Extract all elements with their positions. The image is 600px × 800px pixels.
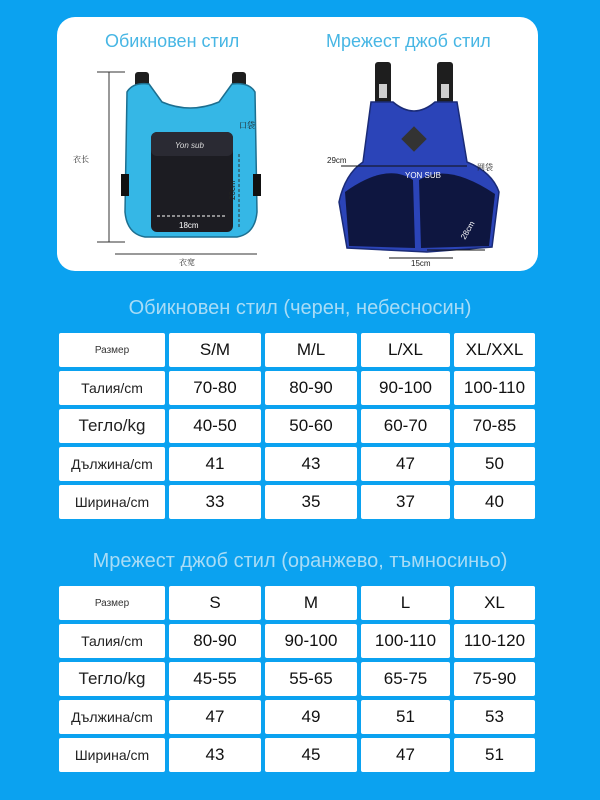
row-label-teglo: Тегло/kg bbox=[59, 662, 165, 696]
table-cell: 100-110 bbox=[454, 371, 535, 405]
table-cell: 43 bbox=[169, 738, 261, 772]
size-header-label: Размер bbox=[59, 333, 165, 367]
table-cell: 47 bbox=[361, 738, 450, 772]
table-cell: 35 bbox=[265, 485, 357, 519]
table-cell: 75-90 bbox=[454, 662, 535, 696]
size-header-cell: S/M bbox=[169, 333, 261, 367]
table-cell: 110-120 bbox=[454, 624, 535, 658]
bottom-width-label: 15cm bbox=[411, 259, 431, 267]
chest-width-label: 29cm bbox=[327, 156, 347, 165]
table-cell: 70-85 bbox=[454, 409, 535, 443]
row-label-duljina: Дължина/cm bbox=[59, 700, 165, 734]
size-header-cell: S bbox=[169, 586, 261, 620]
size-header-cell: M bbox=[265, 586, 357, 620]
table-cell: 43 bbox=[265, 447, 357, 481]
standard-style-title: Обикновен стил bbox=[105, 31, 240, 51]
vest-brand-text: Yon sub bbox=[175, 141, 204, 150]
size-header-label: Размер bbox=[59, 586, 165, 620]
size-header-cell: M/L bbox=[265, 333, 357, 367]
length-dimension-label: 衣长 bbox=[73, 155, 89, 164]
table-cell: 45 bbox=[265, 738, 357, 772]
table1-title: Обикновен стил (черен, небесносин) bbox=[128, 297, 472, 319]
table-cell: 53 bbox=[454, 700, 535, 734]
table2-title: Мрежест джоб стил (оранжево, тъмносиньо) bbox=[92, 550, 508, 572]
row-label-shirina: Ширина/cm bbox=[59, 485, 165, 519]
row-label-talia: Талия/cm bbox=[59, 624, 165, 658]
table-cell: 49 bbox=[265, 700, 357, 734]
mesh-pocket-label: 网袋 bbox=[477, 163, 493, 172]
table-cell: 50-60 bbox=[265, 409, 357, 443]
size-header-cell: L/XL bbox=[361, 333, 450, 367]
pocket-height-label: 20cm bbox=[228, 180, 237, 200]
mesh-vest-brand-text: YON SUB bbox=[405, 171, 442, 180]
table-cell: 40-50 bbox=[169, 409, 261, 443]
table-cell: 80-90 bbox=[169, 624, 261, 658]
table-cell: 80-90 bbox=[265, 371, 357, 405]
table-cell: 65-75 bbox=[361, 662, 450, 696]
table-cell: 45-55 bbox=[169, 662, 261, 696]
table-cell: 90-100 bbox=[361, 371, 450, 405]
table-cell: 50 bbox=[454, 447, 535, 481]
pocket-width-label: 18cm bbox=[179, 221, 199, 230]
table-cell: 47 bbox=[169, 700, 261, 734]
table-cell: 60-70 bbox=[361, 409, 450, 443]
table-cell: 55-65 bbox=[265, 662, 357, 696]
table-cell: 40 bbox=[454, 485, 535, 519]
row-label-teglo: Тегло/kg bbox=[59, 409, 165, 443]
size-header-cell: XL/XXL bbox=[454, 333, 535, 367]
product-photo-card bbox=[57, 17, 538, 271]
row-label-shirina: Ширина/cm bbox=[59, 738, 165, 772]
table-cell: 51 bbox=[361, 700, 450, 734]
table-cell: 100-110 bbox=[361, 624, 450, 658]
standard-vest-image bbox=[67, 62, 277, 267]
table-cell: 33 bbox=[169, 485, 261, 519]
size-header-cell: L bbox=[361, 586, 450, 620]
mesh-pocket-vest-image bbox=[327, 62, 527, 267]
row-label-talia: Талия/cm bbox=[59, 371, 165, 405]
width-dimension-label: 衣宽 bbox=[179, 258, 195, 267]
row-label-duljina: Дължина/cm bbox=[59, 447, 165, 481]
pocket-diagonal-label: 28cm bbox=[458, 219, 477, 241]
table-cell: 37 bbox=[361, 485, 450, 519]
mesh-pocket-style-title: Мрежест джоб стил bbox=[326, 31, 491, 51]
table-cell: 41 bbox=[169, 447, 261, 481]
table-cell: 47 bbox=[361, 447, 450, 481]
pocket-label: 口袋 bbox=[239, 121, 255, 130]
table-cell: 51 bbox=[454, 738, 535, 772]
table-cell: 70-80 bbox=[169, 371, 261, 405]
table-cell: 90-100 bbox=[265, 624, 357, 658]
size-header-cell: XL bbox=[454, 586, 535, 620]
